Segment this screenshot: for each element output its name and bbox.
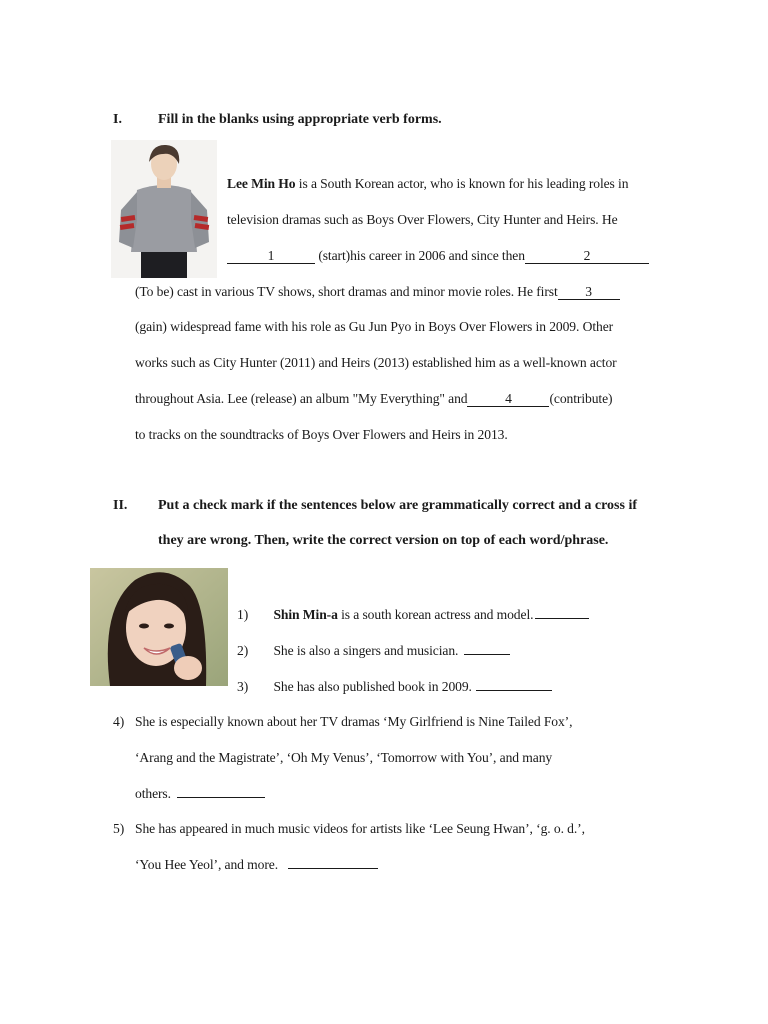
portrait-illustration	[111, 140, 217, 278]
section-1-heading: Fill in the blanks using appropriate verb forms.	[158, 112, 442, 127]
s2-item-4-number: 4)	[113, 714, 125, 729]
section-1-number: I.	[113, 112, 122, 127]
section-2-heading-line-1: Put a check mark if the sentences below are grammatically correct and a cross if	[158, 498, 638, 513]
s2-item-5-line-2	[135, 857, 378, 873]
s1-line-2: television dramas such as Boys Over Flowers, City Hunter and Heirs. He	[227, 212, 618, 227]
blank-1[interactable]: 1	[227, 249, 315, 264]
s2-item-5-line-1: She has appeared in much music videos for artists like ‘Lee Seung Hwan’, ‘g. o. d.’,	[135, 821, 585, 836]
blank-3[interactable]: 3	[558, 285, 620, 300]
s2-item-1	[237, 607, 589, 623]
s2-item-2	[237, 643, 510, 659]
s2-item-2-number: 2)	[237, 643, 249, 658]
s1-line-4	[135, 284, 620, 300]
answer-blank-1[interactable]	[535, 618, 589, 619]
s1-line-8: to tracks on the soundtracks of Boys Over Flowers and Heirs in 2013.	[135, 427, 508, 442]
s1-line-7	[135, 391, 612, 407]
s1-line-6: works such as City Hunter (2011) and Heirs (2013) established him as a well-known actor	[135, 355, 617, 370]
blank-4[interactable]: 4	[467, 392, 549, 407]
answer-blank-3[interactable]	[476, 690, 552, 691]
answer-blank-4[interactable]	[177, 797, 265, 798]
s2-item-3-text: She has also published book in 2009.	[273, 679, 472, 694]
lee-min-ho-name: Lee Min Ho	[227, 176, 296, 191]
blank-2[interactable]: 2	[525, 249, 649, 264]
s1-line-5: (gain) widespread fame with his role as Gu Jun Pyo in Boys Over Flowers in 2009. Other	[135, 319, 614, 334]
s2-item-5-line-2-text: ‘You Hee Yeol’, and more.	[135, 857, 278, 872]
portrait-illustration-2	[90, 568, 228, 686]
s2-item-5-number: 5)	[113, 821, 125, 836]
s1-line-4-text: (To be) cast in various TV shows, short dramas and minor movie roles. He first	[135, 284, 558, 299]
s2-item-4-line-3-text: others.	[135, 786, 171, 801]
s2-item-1-number: 1)	[237, 607, 249, 622]
section-2-heading-line-2: they are wrong. Then, write the correct version on top of each word/phrase.	[158, 533, 609, 548]
s2-item-4-line-2: ‘Arang and the Magistrate’, ‘Oh My Venus’, ‘Tomorrow with You’, and many	[135, 750, 553, 765]
section-2-number: II.	[113, 498, 128, 513]
s1-line-3	[227, 248, 649, 264]
s2-item-4-line-3	[135, 786, 265, 802]
answer-blank-5[interactable]	[288, 868, 378, 869]
s2-item-3-number: 3)	[237, 679, 249, 694]
shin-min-a-photo	[90, 568, 228, 686]
shin-min-a-name: Shin Min-a	[273, 607, 338, 622]
s1-line-3-text: (start)his career in 2006 and since then	[318, 248, 525, 263]
lee-min-ho-photo	[111, 140, 217, 278]
s2-item-1-text: is a south korean actress and model.	[337, 607, 534, 622]
s1-line-7-text-b: (contribute)	[549, 391, 613, 406]
s1-line-1	[227, 176, 628, 192]
s2-item-2-text: She is also a singers and musician.	[273, 643, 459, 658]
s1-line-7-text-a: throughout Asia. Lee (release) an album "My Everything" and	[135, 391, 468, 406]
s2-item-3	[237, 679, 552, 695]
s2-item-4-line-1: She is especially known about her TV dramas ‘My Girlfriend is Nine Tailed Fox’,	[135, 714, 573, 729]
s1-line-1-text: is a South Korean actor, who is known for his leading roles in	[295, 176, 629, 191]
answer-blank-2[interactable]	[464, 654, 510, 655]
